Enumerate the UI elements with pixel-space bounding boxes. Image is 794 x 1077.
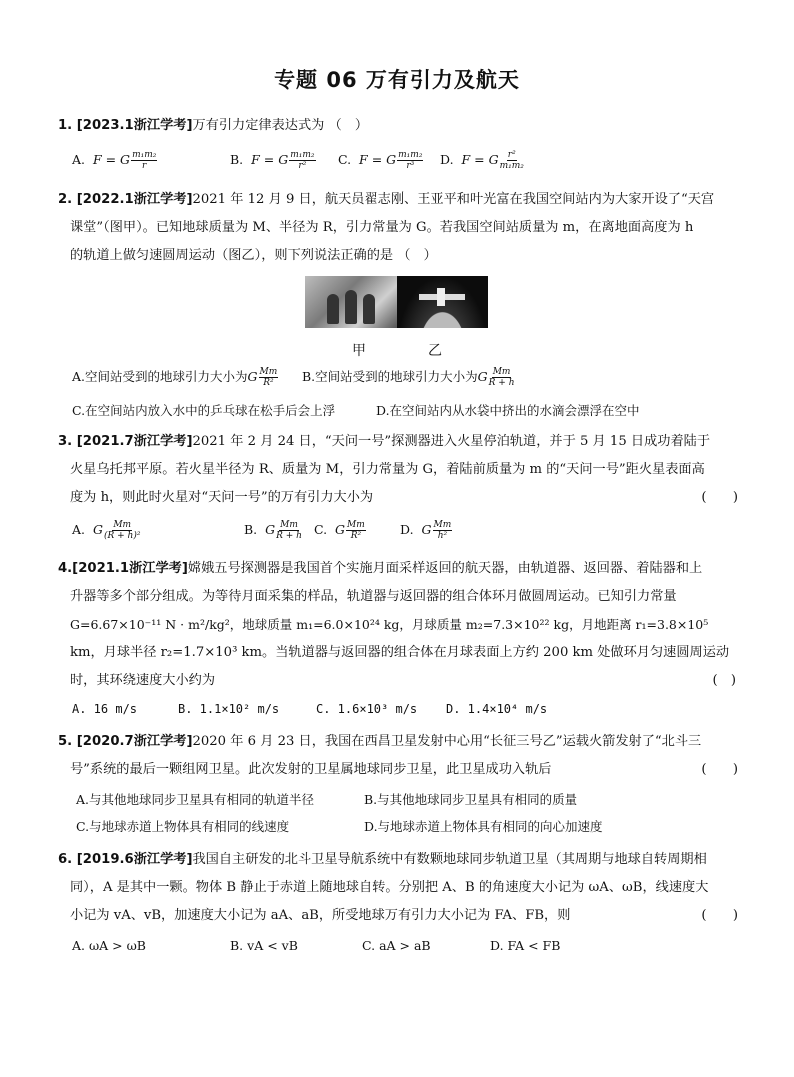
q2-options (72, 367, 752, 417)
q3-option-c: C. G $\frac{Mm}{\text{R²}}$ (314, 520, 365, 541)
q2-option-d: D.在空间站内从水袋中挤出的水滴会漂浮在空中 (376, 403, 640, 418)
page-title: 专题 06 万有引力及航天 (274, 68, 520, 92)
question-tag: 5. [2020.7浙江学考] (58, 734, 193, 749)
figure-caption-jia: 甲 (352, 343, 366, 359)
question-tag: 4.[2021.1浙江学考] (58, 561, 188, 576)
q1-option-c: C. F = G $\frac{\text{m₁m₂}}{\text{r³}}$ (338, 150, 423, 171)
tiangong-classroom-photo (305, 276, 397, 328)
figure-caption-yi: 乙 (428, 343, 442, 359)
q3-option-d: D. G $\frac{Mm}{\text{h²}}$ (400, 520, 452, 541)
q2-option-b: B.空间站受到的地球引力大小为G $\frac{Mm}{R + h}$ (302, 367, 515, 388)
q6-option-c: C. aA > aB (362, 938, 431, 953)
q5-option-b: B.与其他地球同步卫星具有相同的质量 (364, 792, 578, 807)
q4-option-b: B. 1.1×10² m/s (178, 702, 280, 716)
space-station-photo (397, 276, 488, 328)
q6-option-b: B. vA < vB (230, 938, 298, 953)
q5-option-a: A.与其他地球同步卫星具有相同的轨道半径 (76, 792, 315, 807)
question-5: 5. [2020.7浙江学考]2020 年 6 月 23 日，我国在西昌卫星发射中心用“长征三号乙”运载火箭发射了“北斗三 号”系统的最后一颗组网卫星。此次发射的卫星属地球同步卫星，此卫星成功入轨后 ( ) (58, 734, 738, 777)
q4-option-c: C. 1.6×10³ m/s (316, 702, 418, 716)
question-tag: 1. [2023.1浙江学考] (58, 118, 193, 133)
q4-option-d: D. 1.4×10⁴ m/s (446, 702, 548, 716)
question-text: 万有引力定律表达式为 （ ） (192, 118, 369, 133)
q6-option-a: A. ωA > ωB (72, 938, 146, 953)
q5-option-c: C.与地球赤道上物体具有相同的线速度 (76, 819, 290, 834)
question-6: 6. [2019.6浙江学考]我国自主研发的北斗卫星导航系统中有数颗地球同步轨道卫星（其周期与地球自转周期相 同），A 是其中一颗。物体 B 静止于赤道上随地球自转。分别把 A、B 的角速度大小记为 ωA、ωB，线速度大 小记为 vA、vB，加速度大小记为 aA、aB，所受地球万有引力大小记为 FA、FB，则 ( ) (58, 852, 738, 923)
q2-option-c: C.在空间站内放入水中的乒乓球在松手后会上浮 (72, 403, 336, 418)
question-1 (58, 112, 748, 140)
q6-option-d: D. FA < FB (490, 938, 561, 953)
q5-option-d: D.与地球赤道上物体具有相同的向心加速度 (364, 819, 603, 834)
question-4: 4.[2021.1浙江学考]嫦娥五号探测器是我国首个实施月面采样返回的航天器，由轨道器、返回器、着陆器和上 升器等多个部分组成。为等待月面采集的样品，轨道器与返回器的组合体环月做圆周运动。已知引力常量 G=6.67×10⁻¹¹ N · m²/kg²，地球质量 m₁=6.0×10²⁴ kg，月球质量 m₂=7.3×10²² kg，月地距离 r₁=3.8×10⁵ km，月球半径 r₂=1.7×10³ km。当轨道器与返回器的组合体在月球表面上方约 200 km 处做环月匀速圆周运动 时，其环绕速度大小约为 ( ) (58, 561, 736, 688)
question-tag: 6. [2019.6浙江学考] (58, 852, 193, 867)
question-tag: 3. [2021.7浙江学考] (58, 434, 193, 449)
q2-option-a: A.空间站受到的地球引力大小为G $\frac{Mm}{\text{R²}}$ (72, 367, 278, 388)
q1-option-b: B. F = G $\frac{\text{m₁m₂}}{\text{r²}}$ (230, 150, 315, 171)
q4-option-a: A. 16 m/s (72, 702, 138, 716)
q3-option-a: A. G $\frac{Mm}{\text{(R + h)²}}$ (72, 520, 141, 541)
question-tag: 2. [2022.1浙江学考] (58, 192, 193, 207)
question-2: 2. [2022.1浙江学考]2021 年 12 月 9 日，航天员翟志刚、王亚平和叶光富在我国空间站内为大家开设了“天宫 课堂”（图甲）。已知地球质量为 M、半径为 R，引力常量为 G。若我国空间站质量为 m，在离地面高度为 h 的轨道上做匀速圆周运动（图乙），则下列说法正确的是 （ ） (58, 192, 715, 263)
q1-option-a: A. F = G $\frac{\text{m₁m₂}}{r}$ (72, 150, 157, 171)
q3-option-b: B. G $\frac{Mm}{R + h}$ (244, 520, 302, 541)
q1-option-d: D. F = G $\frac{\text{r²}}{\text{m₁m₂}}$ (440, 150, 524, 171)
question-3: 3. [2021.7浙江学考]2021 年 2 月 24 日，“天问一号”探测器进入火星停泊轨道，并于 5 月 15 日成功着陆于 火星乌托邦平原。若火星半径为 R、质量为 M，引力常量为 G，着陆前质量为 m 的“天问一号”距火星表面高 度为 h，则此时火星对“天问一号”的万有引力大小为 ( ) (58, 434, 738, 505)
figure-photos (305, 276, 488, 328)
